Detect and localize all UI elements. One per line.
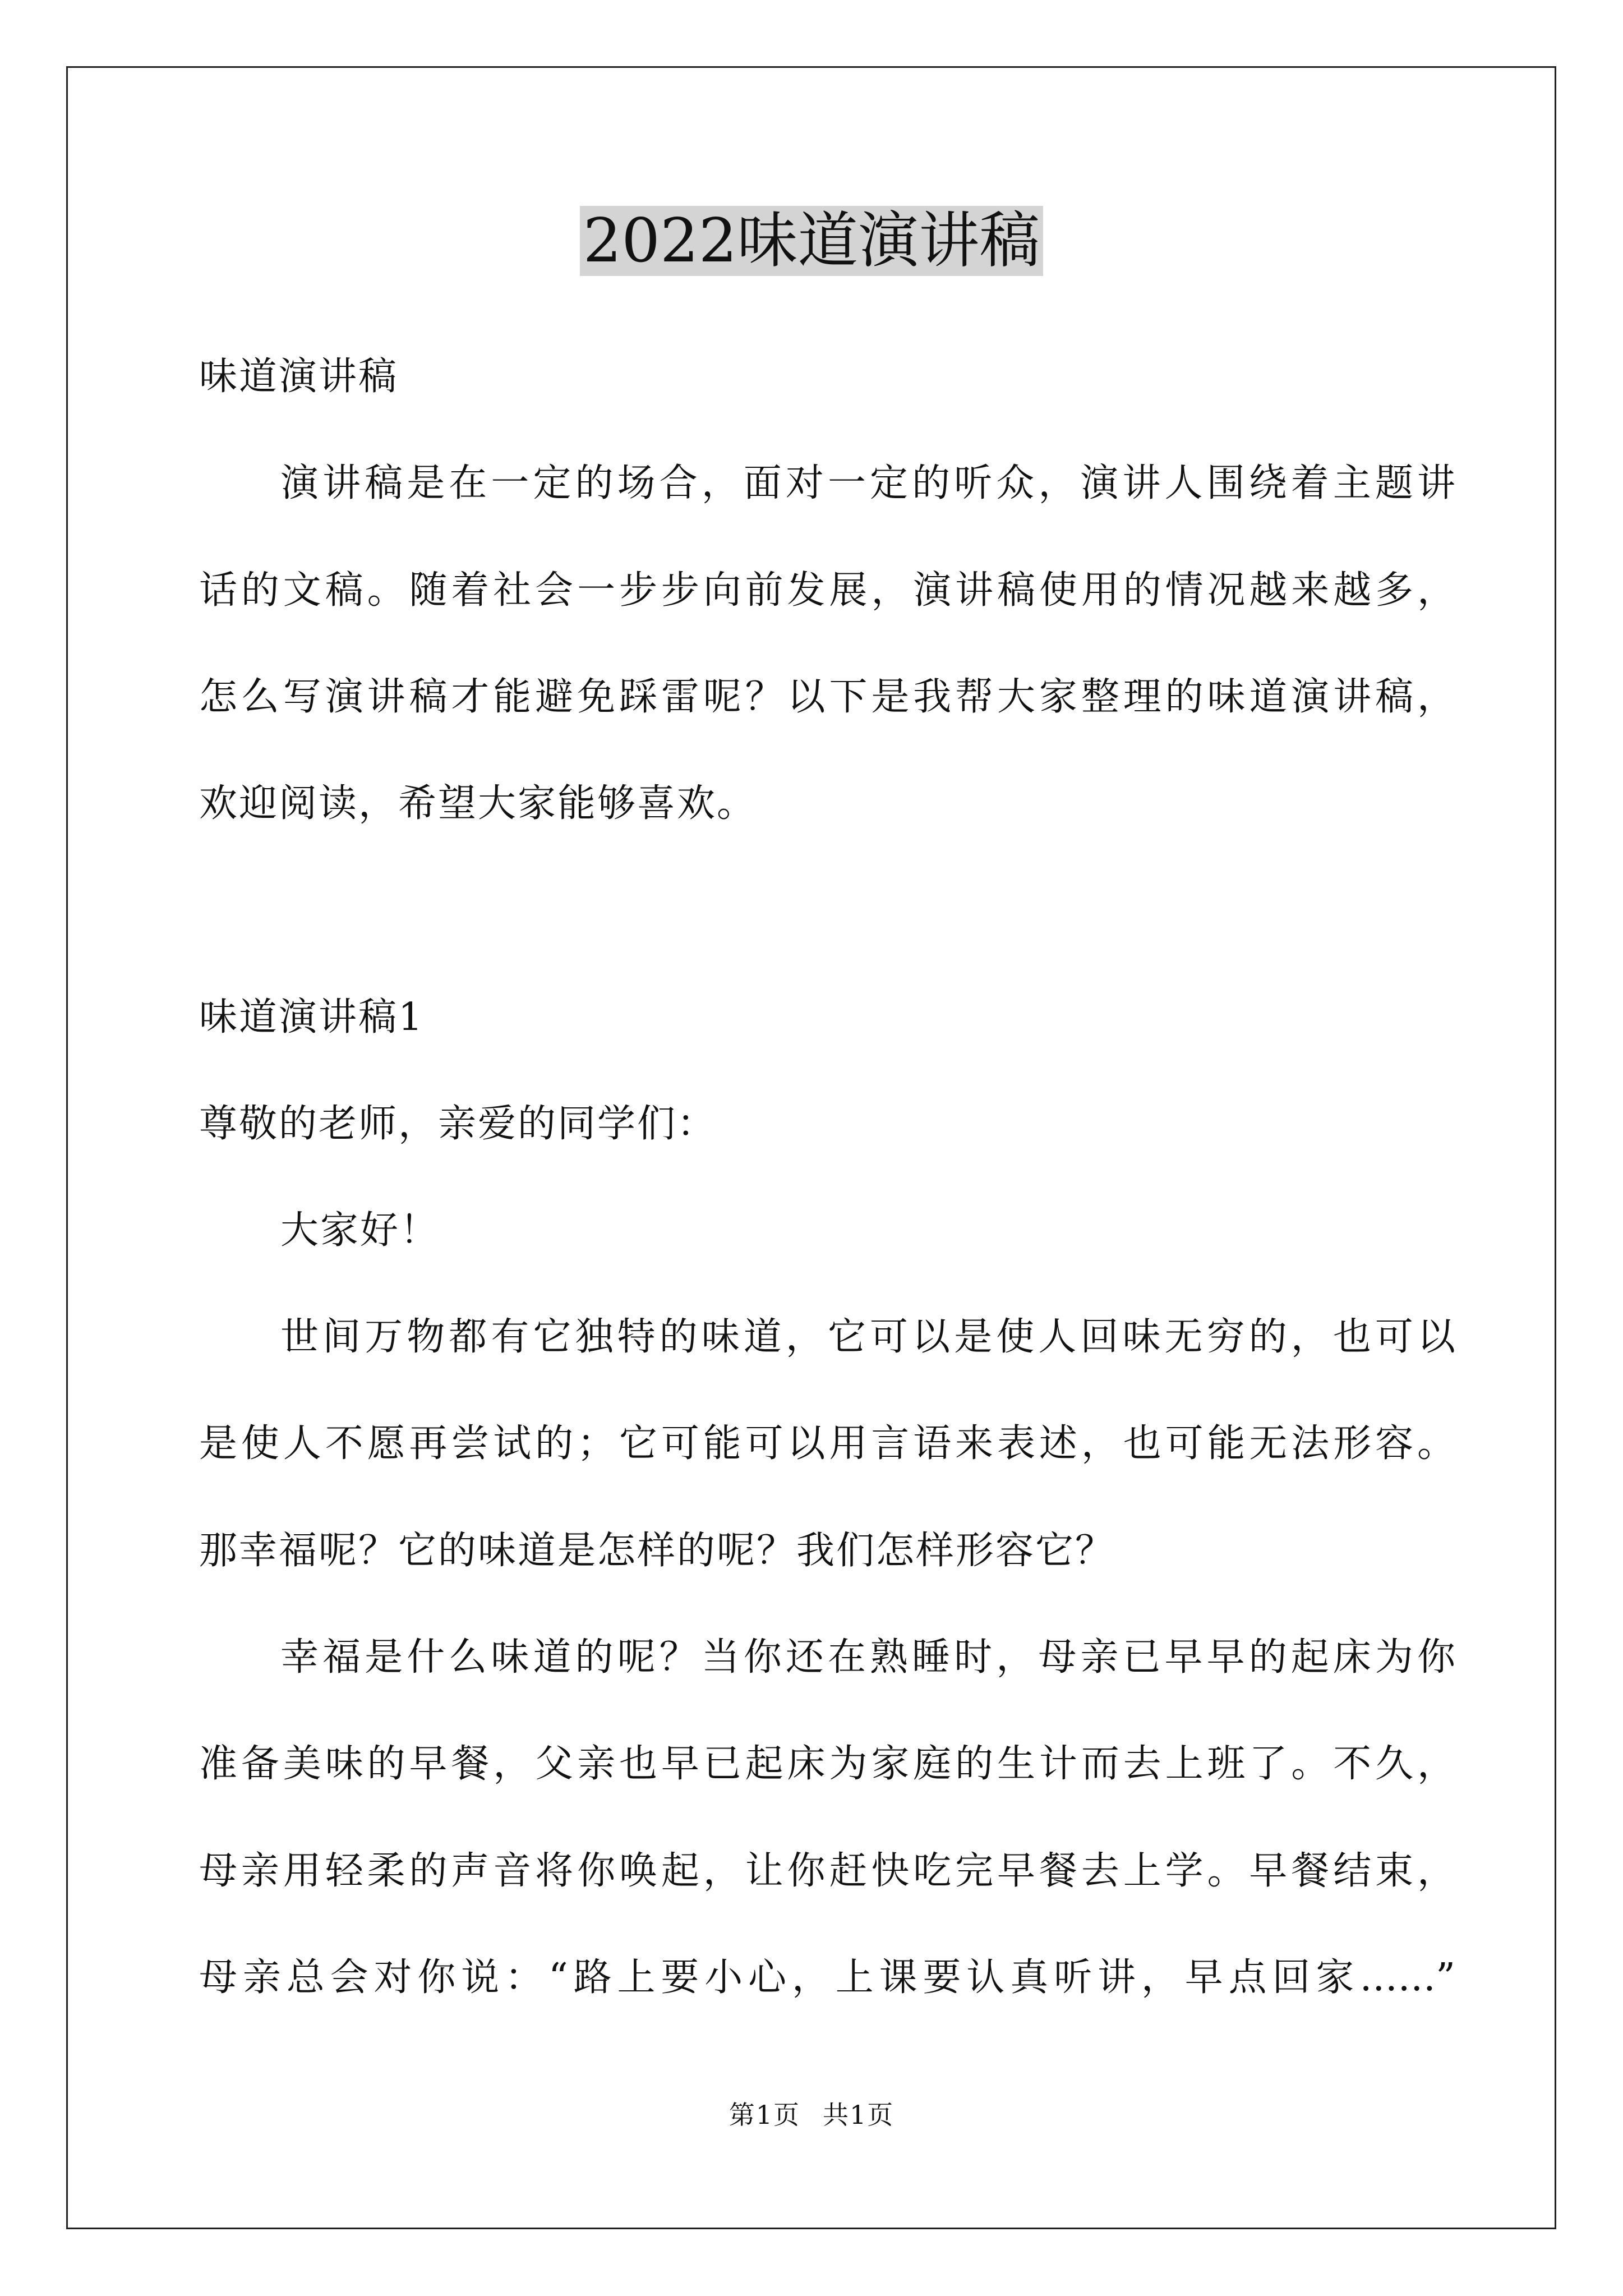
intro-line: 怎么写演讲稿才能避免踩雷呢？以下是我帮大家整理的味道演讲稿， <box>199 675 1455 719</box>
intro-line: 欢迎阅读，希望大家能够喜欢。 <box>199 781 757 826</box>
page-total: 共1页 <box>823 2100 895 2130</box>
intro-line: 话的文稿。随着社会一步步向前发展，演讲稿使用的情况越来越多， <box>199 568 1455 613</box>
greeting: 大家好！ <box>280 1208 440 1253</box>
paragraph-line: 幸福是什么味道的呢？当你还在熟睡时，母亲已早早的起床为你 <box>280 1635 1455 1680</box>
paragraph-line: 母亲总会对你说：“路上要小心，上课要认真听讲，早点回家……” <box>199 1955 1455 2000</box>
paragraph-line: 准备美味的早餐，父亲也早已起床为家庭的生计而去上班了。不久， <box>199 1742 1455 1786</box>
salutation: 尊敬的老师，亲爱的同学们： <box>199 1102 717 1146</box>
paragraph-line: 是使人不愿再尝试的；它可能可以用言语来表述，也可能无法形容。 <box>199 1421 1455 1466</box>
page-number: 第1页 <box>728 2100 800 2130</box>
document-title-text: 2022味道演讲稿 <box>580 206 1044 276</box>
paragraph-line: 世间万物都有它独特的味道，它可以是使人回味无穷的，也可以 <box>280 1315 1455 1359</box>
intro-line: 演讲稿是在一定的场合，面对一定的听众，演讲人围绕着主题讲 <box>280 461 1455 505</box>
section-heading: 味道演讲稿1 <box>199 995 425 1039</box>
intro-heading: 味道演讲稿 <box>199 355 399 399</box>
paragraph-line: 那幸福呢？它的味道是怎样的呢？我们怎样形容它？ <box>199 1529 1115 1573</box>
document-title <box>0 202 1623 280</box>
paragraph-line: 母亲用轻柔的声音将你唤起，让你赶快吃完早餐去上学。早餐结束， <box>199 1849 1455 1893</box>
page-footer <box>0 2098 1623 2132</box>
